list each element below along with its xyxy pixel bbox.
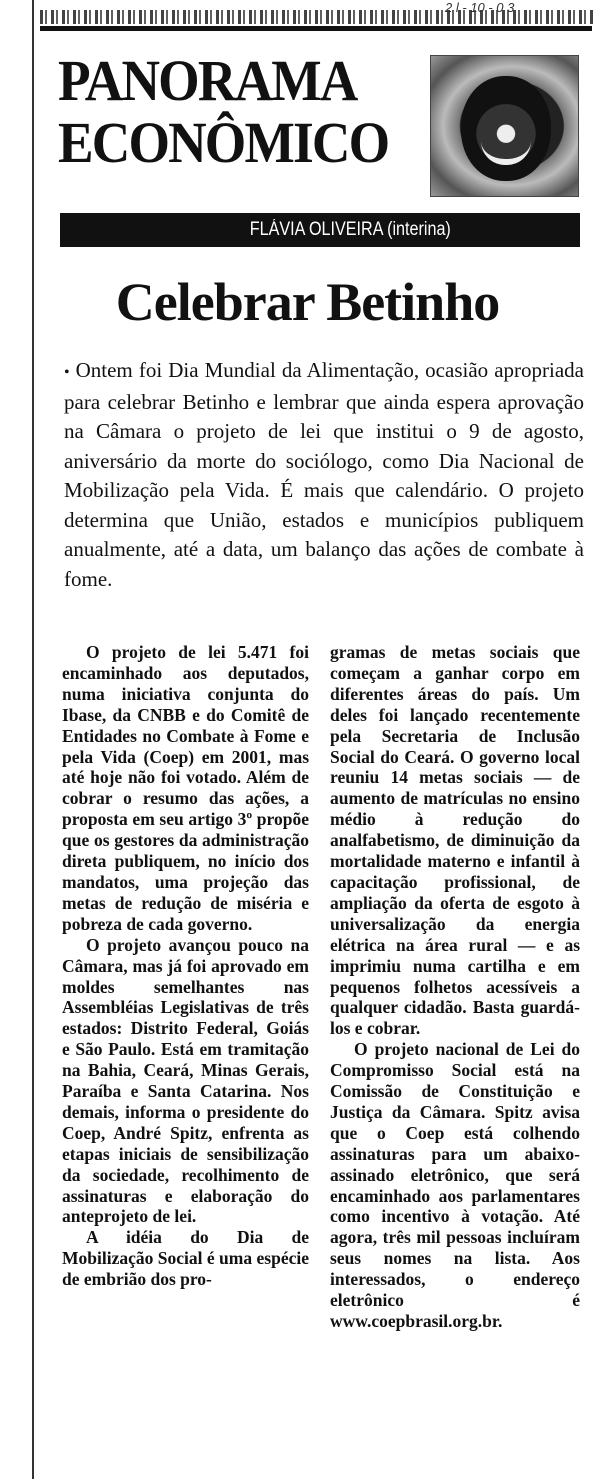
article-headline: Celebrar Betinho	[115, 272, 500, 332]
column-masthead	[58, 50, 398, 174]
masthead-line1: PANORAMA	[58, 48, 357, 113]
paragraph: A idéia do Dia de Mobilização Social é uma espécie de embrião dos pro-	[62, 1227, 309, 1290]
paragraph: O projeto nacional de Lei do Compromisso Social está na Comissão de Constituição e Justiça da Câmara. Spitz avisa que o Coep está colhendo assinaturas para um abaixo-assinado eletrônico, que será encaminhado aos parlamentares como incentivo à votação. Até agora, três mil pessoas incluíram seus nomes na lista. Aos interessados, o endereço eletrônico é www.coepbrasil.org.br.	[330, 1039, 580, 1331]
column-left	[62, 642, 309, 1290]
lead-text: Ontem foi Dia Mundial da Alimentação, ocasião apropriada para celebrar Betinho e lembrar que ainda espera aprovação na Câmara o projeto de lei que institui o 9 de agosto, aniversário da morte do sociólogo, como Dia Nacional de Mobilização pela Vida. É mais que calendário. O projeto determina que União, estados e municípios publiquem anualmente, até a data, um balanço das ações de combate à fome.	[64, 358, 584, 591]
byline: FLÁVIA OLIVEIRA (interina)	[249, 219, 451, 240]
masthead-line2: ECONÔMICO	[58, 110, 389, 175]
columnist-portrait-icon	[430, 55, 579, 197]
paragraph: O projeto de lei 5.471 foi encaminhado aos deputados, numa iniciativa conjunta do Ibase, da CNBB e do Comitê de Entidades no Combate à Fome e pela Vida (Coep) em 2001, mas até hoje não foi votado. Além de cobrar o resumo das ações, a proposta em seu artigo 3º propõe que os gestores da administração direta publiquem, no início dos mandatos, uma projeção das metas de redução de miséria e pobreza de cada governo.	[62, 642, 309, 934]
date-mark: 2 l - 10 - 0 3	[445, 0, 515, 15]
byline-bar	[60, 213, 580, 247]
bullet-icon: •	[64, 364, 70, 381]
paragraph: gramas de metas sociais que começam a ganhar corpo em diferentes áreas do país. Um deles foi lançado recentemente pela Secretaria de Inclusão Social do Ceará. O governo local reuniu 14 metas sociais — de aumento de matrículas no ensino médio à redução do analfabetismo, de diminuição da mortalidade materno e infantil à capacitação profissional, de ampliação da oferta de esgoto à universalização da energia elétrica na área rural — e as imprimiu numa cartilha e em pequenos folhetos acessíveis a qualquer cidadão. Basta guardá-los e cobrar.	[330, 642, 580, 1039]
column-right	[330, 642, 580, 1332]
article-lead	[64, 356, 584, 594]
page-edge-rule	[32, 0, 34, 1479]
portrait-face	[461, 76, 551, 181]
header-rule	[40, 26, 592, 31]
paragraph: O projeto avançou pouco na Câmara, mas já foi aprovado em moldes semelhantes nas Assembléias Legislativas de três estados: Distrito Federal, Goiás e São Paulo. Está em tramitação na Bahia, Ceará, Minas Gerais, Paraíba e Santa Catarina. Nos demais, informa o presidente do Coep, André Spitz, enfrenta as etapas iniciais de sensibilização da sociedade, recolhimento de assinaturas e elaboração do anteprojeto de lei.	[62, 934, 309, 1227]
